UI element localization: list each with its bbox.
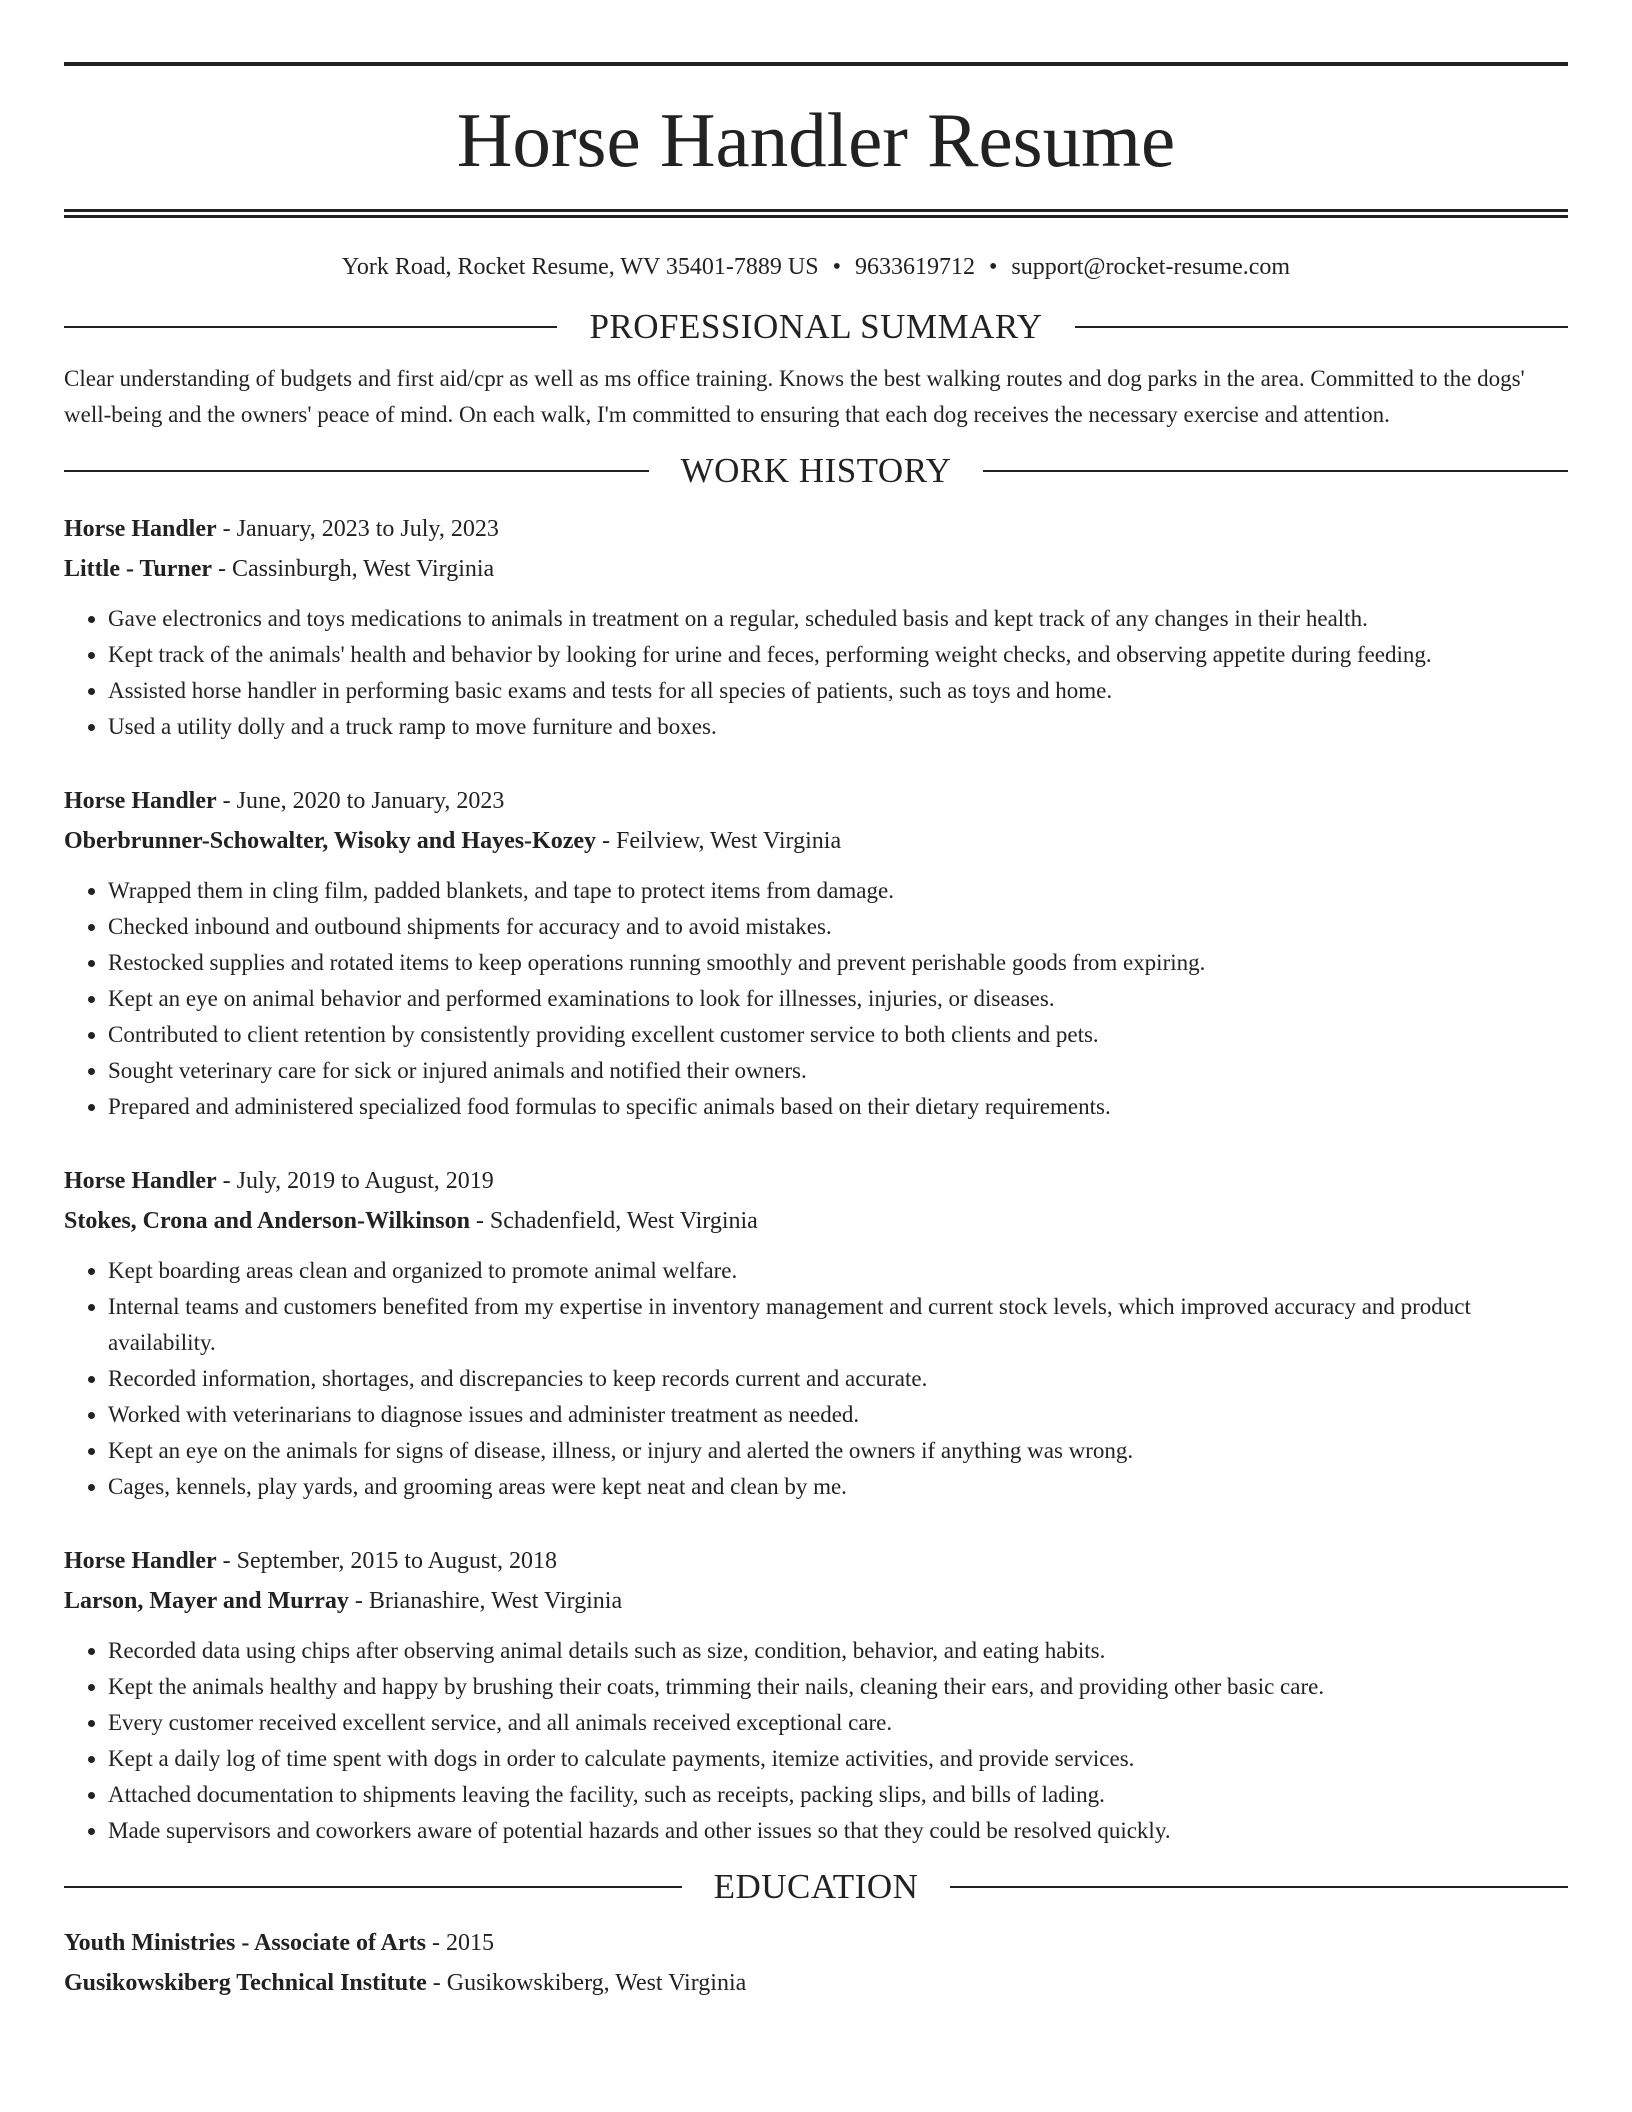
summary-text: Clear understanding of budgets and first aid/cpr as well as ms office training. Knows the best walking routes and dog parks in the area. Committed to the dogs' well-being and the owners' peace of mind. On each walk, I'm committed to ensuring that each dog receives the necessary exercise and attention. xyxy=(64,366,1525,427)
contact-line xyxy=(64,254,1568,281)
job-location: Brianashire, West Virginia xyxy=(368,1588,623,1614)
job-bullet: • Kept a daily log of time spent with dogs in order to calculate payments, itemize activities, and provide services. xyxy=(108,1741,1568,1777)
heading-rule xyxy=(64,326,557,328)
job-bullet: • Prepared and administered specialized food formulas to specific animals based on their dietary requirements. xyxy=(108,1089,1568,1125)
job-bullet: • Recorded data using chips after observing animal details such as size, condition, behavior, and eating habits. xyxy=(108,1633,1568,1669)
job-company-line: Oberbrunner-Schowalter, Wisoky and Hayes-Kozey - Feilview, West Virginia xyxy=(64,828,842,854)
job-bullet: • Used a utility dolly and a truck ramp to move furniture and boxes. xyxy=(108,709,1568,745)
contact-phone: 9633619712 xyxy=(854,254,975,280)
work-history-list xyxy=(64,509,1568,1849)
resume-page xyxy=(64,0,1568,2003)
job-location: Schadenfield, West Virginia xyxy=(489,1208,758,1234)
job-bullet: • Internal teams and customers benefited from my expertise in inventory management and current stock levels, which improved accuracy and product availability. xyxy=(108,1289,1568,1361)
job-bullet: • Kept boarding areas clean and organized to promote animal welfare. xyxy=(108,1253,1568,1289)
heading-rule xyxy=(983,470,1568,472)
job-title: Horse Handler xyxy=(64,1548,217,1574)
job-title-line: Horse Handler - January, 2023 to July, 2023 xyxy=(64,516,499,542)
job-bullet: • Restocked supplies and rotated items to keep operations running smoothly and prevent perishable goods from expiring. xyxy=(108,945,1568,981)
job-entry xyxy=(64,1161,1568,1505)
job-bullets xyxy=(64,1633,1568,1849)
job-location: Cassinburgh, West Virginia xyxy=(232,556,495,582)
education-location: Gusikowskiberg, West Virginia xyxy=(446,1970,747,1996)
contact-address: York Road, Rocket Resume, WV 35401-7889 US xyxy=(341,254,819,280)
job-company: Stokes, Crona and Anderson-Wilkinson xyxy=(64,1208,470,1234)
job-bullet: • Sought veterinary care for sick or injured animals and notified their owners. xyxy=(108,1053,1568,1089)
job-location: Feilview, West Virginia xyxy=(616,828,842,854)
job-bullets xyxy=(64,873,1568,1125)
contact-separator: • xyxy=(832,254,841,280)
job-entry xyxy=(64,509,1568,745)
job-title-line: Horse Handler - June, 2020 to January, 2023 xyxy=(64,788,505,814)
job-company-line: Little - Turner - Cassinburgh, West Virginia xyxy=(64,556,495,582)
education-entry xyxy=(64,1923,1568,2003)
education-school: Gusikowskiberg Technical Institute xyxy=(64,1970,427,1996)
section-heading-work xyxy=(64,451,1568,491)
heading-rule xyxy=(64,470,649,472)
job-bullet: • Every customer received excellent service, and all animals received exceptional care. xyxy=(108,1705,1568,1741)
page-title: Horse Handler Resume xyxy=(456,97,1176,183)
contact-separator: • xyxy=(988,254,998,280)
job-bullet: • Kept an eye on the animals for signs of disease, illness, or injury and alerted the owners if anything was wrong. xyxy=(108,1433,1568,1469)
job-title-line: Horse Handler - July, 2019 to August, 2019 xyxy=(64,1168,494,1194)
contact-email: support@rocket-resume.com xyxy=(1011,254,1291,280)
job-bullet: • Wrapped them in cling film, padded blankets, and tape to protect items from damage. xyxy=(108,873,1568,909)
section-title: WORK HISTORY xyxy=(680,451,952,490)
job-company: Little - Turner xyxy=(64,556,212,582)
job-title-line: Horse Handler - September, 2015 to August, 2018 xyxy=(64,1548,558,1574)
job-bullet: • Made supervisors and coworkers aware of potential hazards and other issues so that they could be resolved quickly. xyxy=(108,1813,1568,1849)
job-bullet: • Worked with veterinarians to diagnose issues and administer treatment as needed. xyxy=(108,1397,1568,1433)
job-bullets xyxy=(64,601,1568,745)
job-bullet: • Gave electronics and toys medications to animals in treatment on a regular, scheduled basis and kept track of any changes in their health. xyxy=(108,601,1568,637)
heading-rule xyxy=(1075,326,1568,328)
job-company: Oberbrunner-Schowalter, Wisoky and Hayes-Kozey xyxy=(64,828,597,854)
job-company: Larson, Mayer and Murray xyxy=(64,1588,349,1614)
job-dates: July, 2019 to August, 2019 xyxy=(236,1168,494,1194)
job-bullet: • Kept an eye on animal behavior and performed examinations to look for illnesses, injuries, or diseases. xyxy=(108,981,1568,1017)
job-dates: September, 2015 to August, 2018 xyxy=(236,1548,558,1574)
job-dates: January, 2023 to July, 2023 xyxy=(236,516,499,542)
job-title: Horse Handler xyxy=(64,788,217,814)
education-program: Youth Ministries - Associate of Arts xyxy=(64,1930,426,1956)
job-title: Horse Handler xyxy=(64,1168,217,1194)
job-company-line: Stokes, Crona and Anderson-Wilkinson - Schadenfield, West Virginia xyxy=(64,1208,758,1234)
job-bullet: • Cages, kennels, play yards, and grooming areas were kept neat and clean by me. xyxy=(108,1469,1568,1505)
job-bullet: • Kept track of the animals' health and behavior by looking for urine and feces, performing weight checks, and observing appetite during feeding. xyxy=(108,637,1568,673)
job-bullet: • Checked inbound and outbound shipments for accuracy and to avoid mistakes. xyxy=(108,909,1568,945)
job-title: Horse Handler xyxy=(64,516,217,542)
education-school-line: Gusikowskiberg Technical Institute - Gusikowskiberg, West Virginia xyxy=(64,1970,747,1996)
job-bullets xyxy=(64,1253,1568,1505)
section-heading-summary xyxy=(64,307,1568,347)
section-heading-education xyxy=(64,1867,1568,1907)
job-dates: June, 2020 to January, 2023 xyxy=(236,788,505,814)
job-bullet: • Recorded information, shortages, and discrepancies to keep records current and accurate. xyxy=(108,1361,1568,1397)
job-bullet: • Attached documentation to shipments leaving the facility, such as receipts, packing slips, and bills of lading. xyxy=(108,1777,1568,1813)
job-entry xyxy=(64,781,1568,1125)
education-program-line: Youth Ministries - Associate of Arts - 2015 xyxy=(64,1930,494,1956)
job-entry xyxy=(64,1541,1568,1849)
heading-rule xyxy=(950,1886,1568,1888)
top-rule xyxy=(64,62,1568,66)
section-title: EDUCATION xyxy=(713,1867,919,1906)
heading-rule xyxy=(64,1886,682,1888)
job-bullet: • Kept the animals healthy and happy by brushing their coats, trimming their nails, cleaning their ears, and providing other basic care. xyxy=(108,1669,1568,1705)
section-title: PROFESSIONAL SUMMARY xyxy=(589,307,1043,346)
job-bullet: • Assisted horse handler in performing basic exams and tests for all species of patients, such as toys and home. xyxy=(108,673,1568,709)
education-year: 2015 xyxy=(445,1930,494,1956)
job-bullet: • Contributed to client retention by consistently providing excellent customer service to both clients and pets. xyxy=(108,1017,1568,1053)
job-company-line: Larson, Mayer and Murray - Brianashire, West Virginia xyxy=(64,1588,623,1614)
title-double-rule xyxy=(64,209,1568,218)
